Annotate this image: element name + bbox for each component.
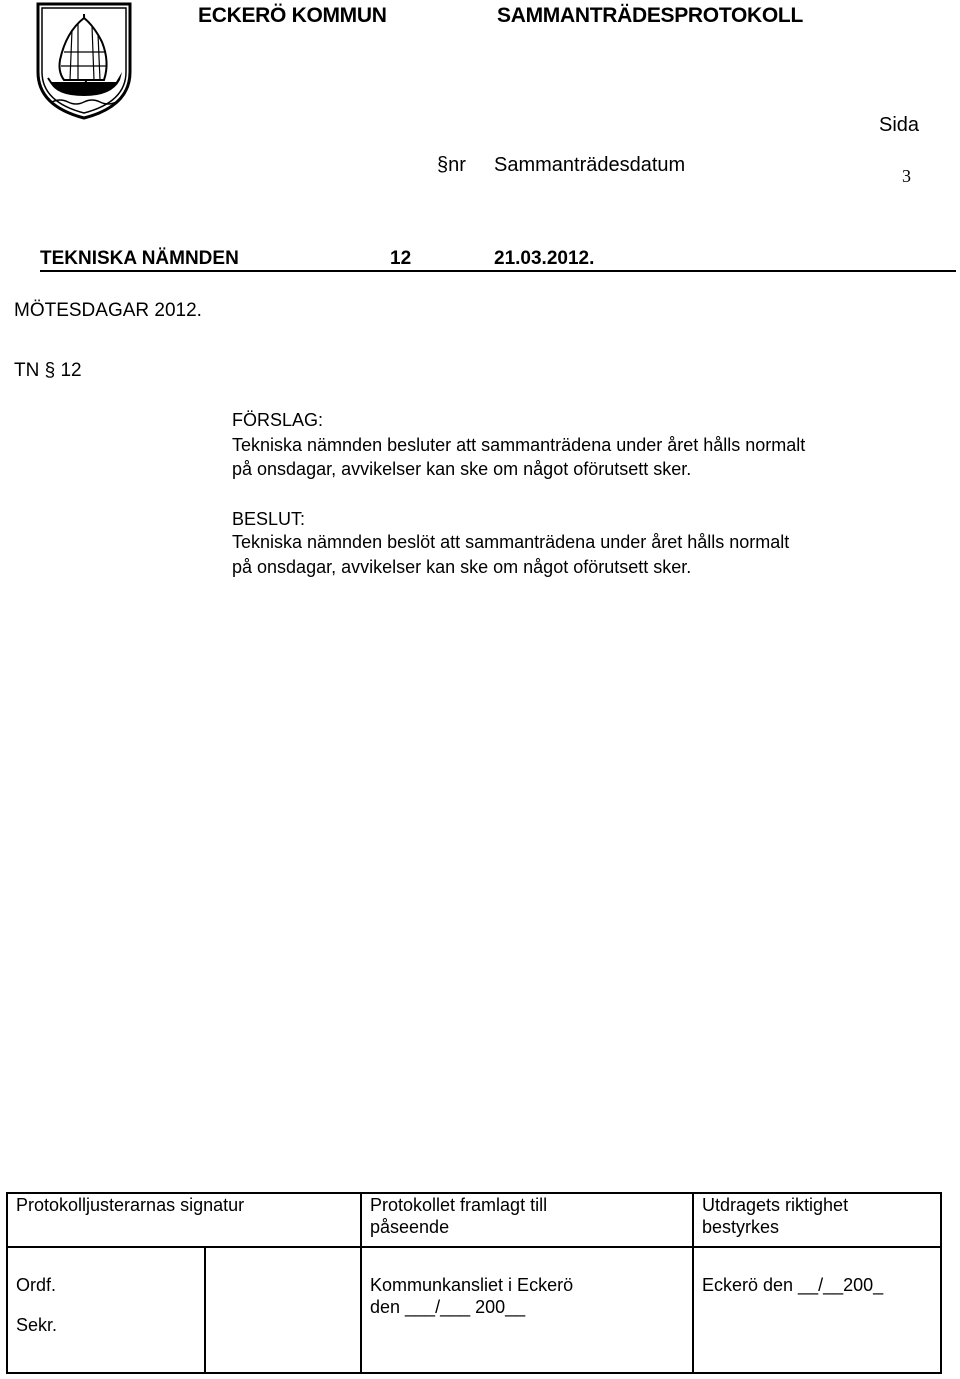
page-label: Sida — [879, 114, 920, 136]
document-type: SAMMANTRÄDESPROTOKOLL — [497, 4, 803, 27]
signature-blank-cell — [205, 1247, 361, 1373]
committee-name: TEKNISKA NÄMNDEN — [40, 248, 239, 269]
certified-date-line: Eckerö den __/__200_ — [702, 1275, 884, 1295]
proposal-text-line-1: Tekniska nämnden besluter att sammanträdena under året hålls normalt — [232, 435, 806, 455]
item-reference: TN § 12 — [14, 360, 82, 381]
chairman-label: Ordf. — [16, 1275, 57, 1295]
meeting-date-label: Sammanträdesdatum — [494, 154, 686, 176]
decision-heading: BESLUT: — [232, 509, 306, 529]
signature-header: Protokolljusterarnas signatur — [16, 1195, 245, 1215]
decision-text-line-1: Tekniska nämnden beslöt att sammanträdena under året hålls normalt — [232, 532, 790, 552]
meeting-date: 21.03.2012. — [494, 248, 595, 269]
posted-location: Kommunkansliet i Eckerö — [370, 1275, 574, 1295]
section-number-label: §nr — [437, 154, 466, 176]
coat-of-arms-logo — [36, 2, 132, 120]
page-number: 3 — [902, 166, 911, 186]
posted-date-line: den ___/___ 200__ — [370, 1297, 526, 1317]
posted-header-line-1: Protokollet framlagt till — [370, 1195, 548, 1215]
posted-header-line-2: påseende — [370, 1217, 450, 1237]
certified-header-line-2: bestyrkes — [702, 1217, 780, 1237]
signature-table — [6, 1192, 942, 1374]
municipality-name: ECKERÖ KOMMUN — [198, 4, 387, 27]
posted-cell — [361, 1247, 693, 1373]
header-rule — [40, 270, 956, 272]
proposal-text-line-2: på onsdagar, avvikelser kan ske om något oförutsett sker. — [232, 459, 692, 479]
proposal-heading: FÖRSLAG: — [232, 410, 324, 430]
decision-text-line-2: på onsdagar, avvikelser kan ske om något oförutsett sker. — [232, 557, 692, 577]
secretary-label: Sekr. — [16, 1315, 58, 1335]
item-title: MÖTESDAGAR 2012. — [14, 300, 202, 321]
signature-header-cell — [7, 1193, 361, 1247]
signature-labels-cell — [7, 1247, 205, 1373]
section-number: 12 — [390, 248, 412, 269]
certified-cell — [693, 1247, 941, 1373]
certified-header-line-1: Utdragets riktighet — [702, 1195, 849, 1215]
posted-header-cell — [361, 1193, 693, 1247]
certified-header-cell — [693, 1193, 941, 1247]
